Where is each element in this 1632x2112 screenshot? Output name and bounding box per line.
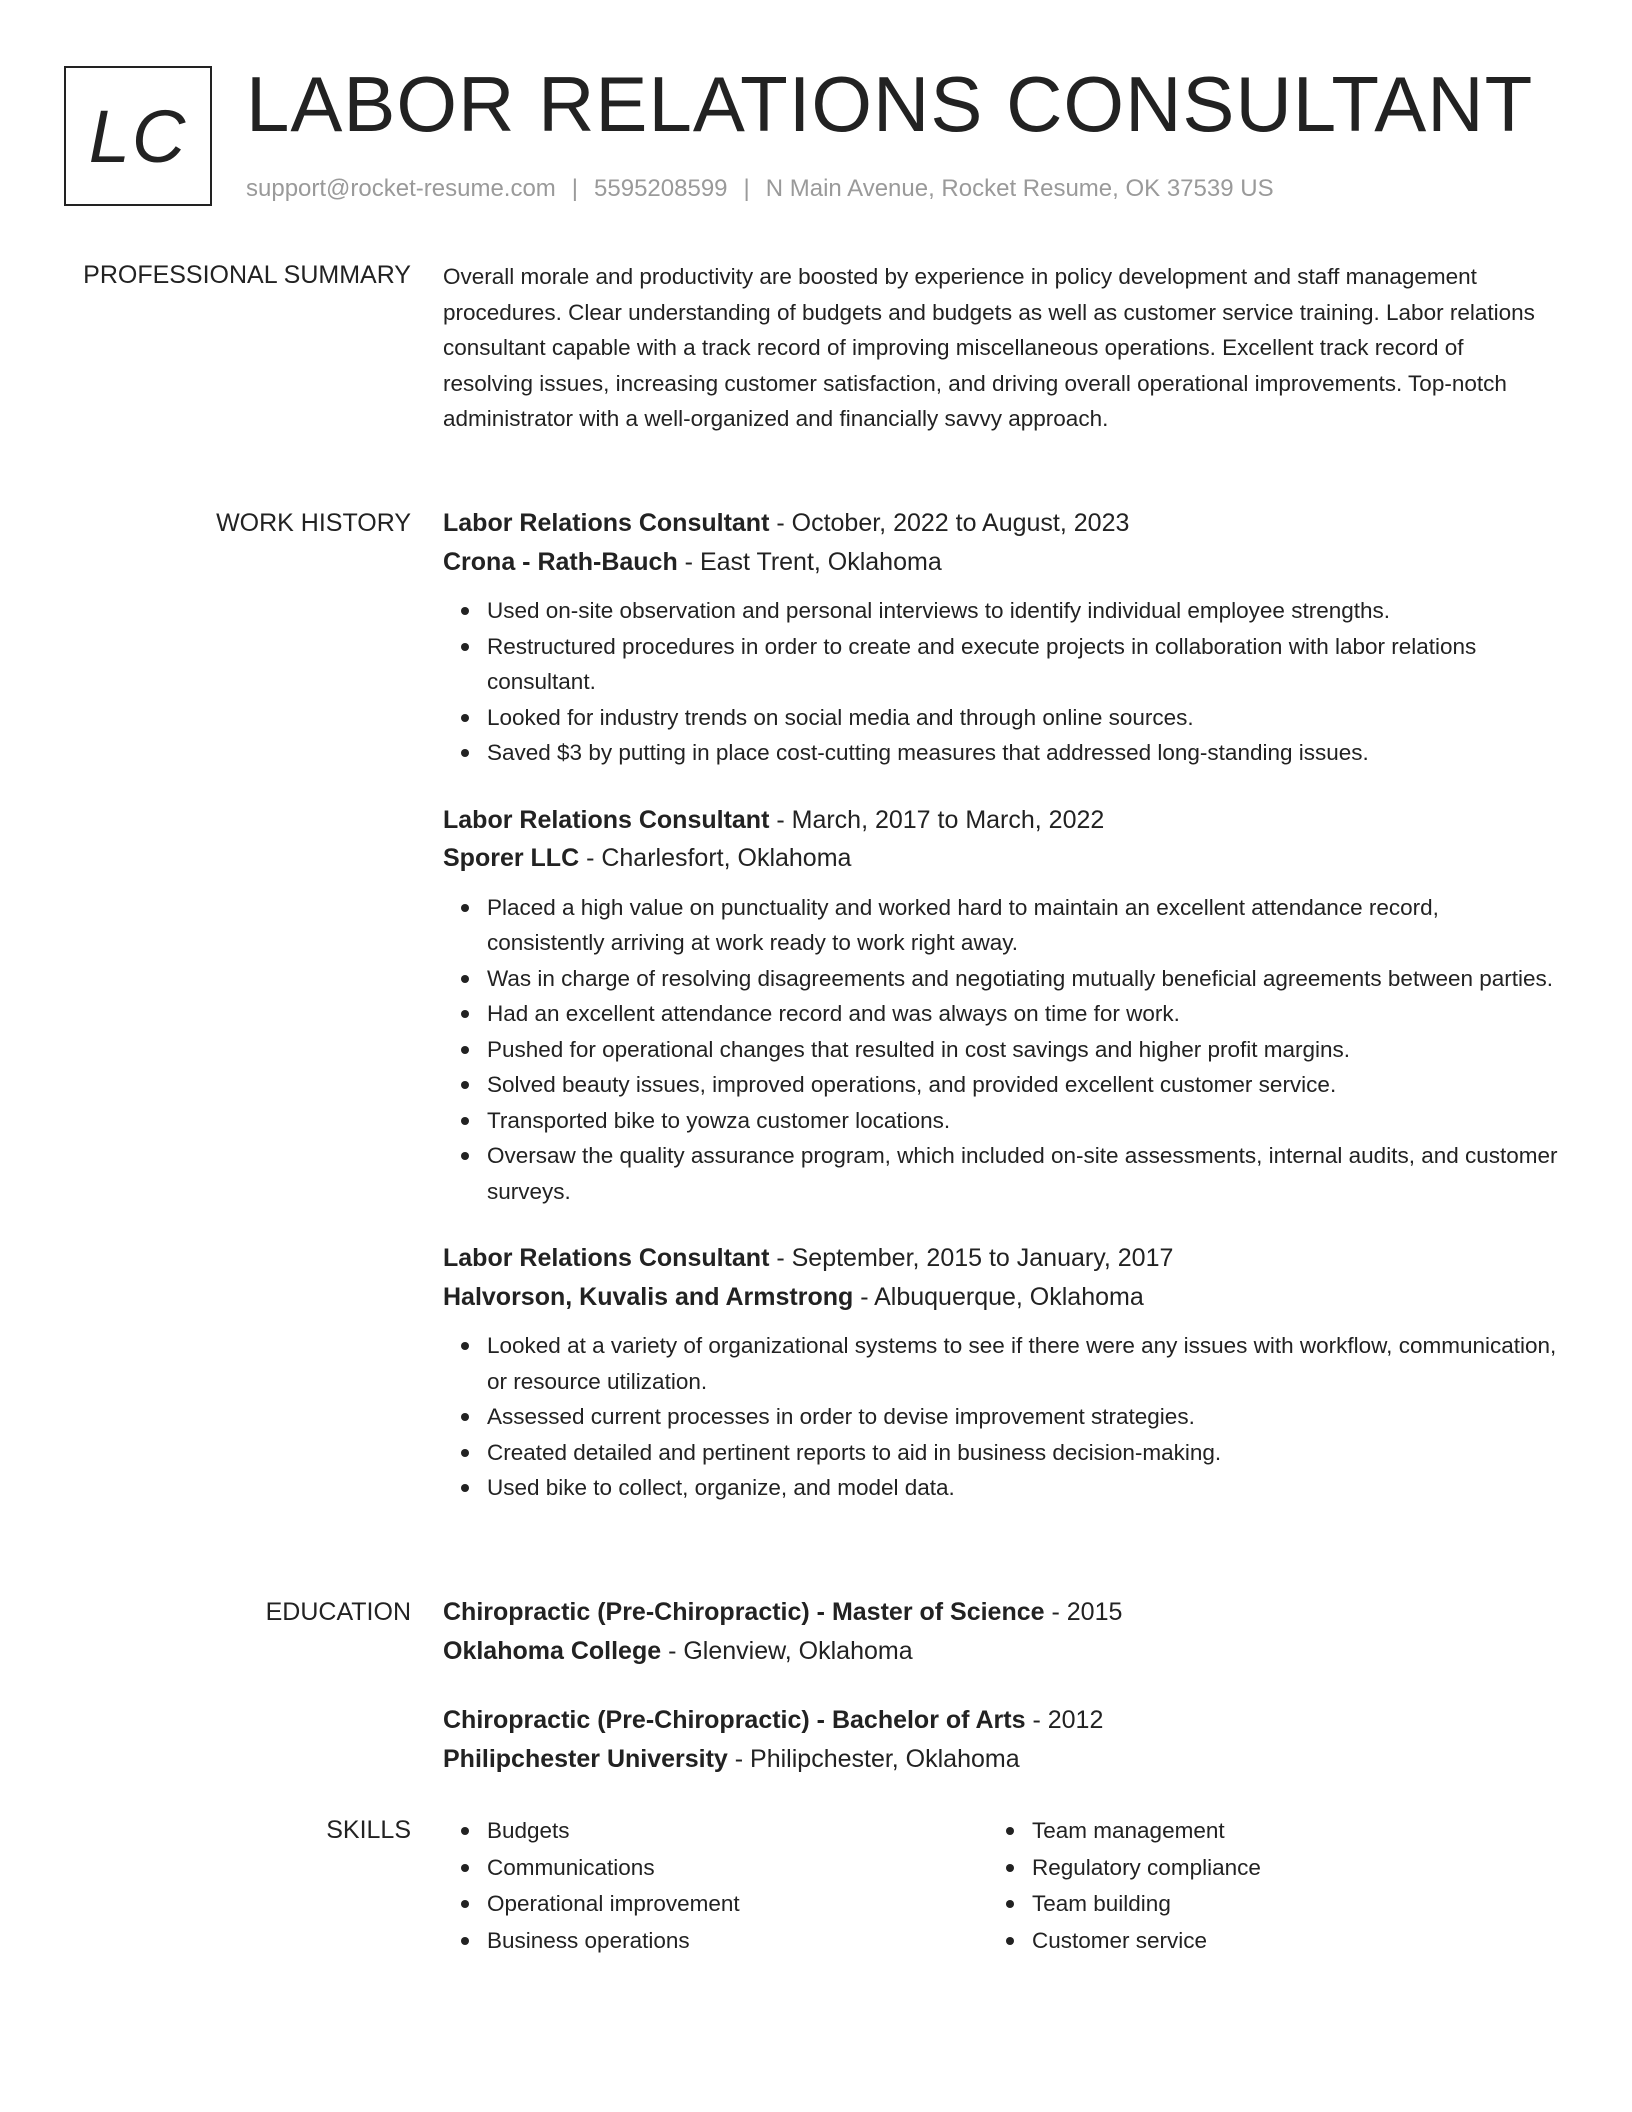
contact-phone: 5595208599 bbox=[594, 175, 728, 202]
job-company: Crona - Rath-Bauch bbox=[443, 547, 678, 576]
skills-grid bbox=[443, 1813, 1558, 1959]
skill-item: Team management bbox=[1032, 1813, 1533, 1850]
section-label-education: EDUCATION bbox=[265, 1598, 411, 1626]
job-bullet: Created detailed and pertinent reports to aid in business decision-making. bbox=[487, 1435, 1558, 1471]
skills-body bbox=[443, 1813, 1558, 1959]
skill-item: Customer service bbox=[1032, 1923, 1533, 1960]
job-bullet: Looked for industry trends on social media and through online sources. bbox=[487, 700, 1558, 736]
contact-separator: | bbox=[571, 175, 579, 202]
job-bullet: Placed a high value on punctuality and worked hard to maintain an excellent attendance record, consistently arriving at work ready to work right away. bbox=[487, 890, 1558, 961]
contact-email: support@rocket-resume.com bbox=[246, 175, 556, 202]
degree-year: - 2012 bbox=[1025, 1706, 1104, 1734]
job-bullet: Had an excellent attendance record and was always on time for work. bbox=[487, 996, 1558, 1032]
job-bullet: Used on-site observation and personal interviews to identify individual employee strengths. bbox=[487, 593, 1558, 629]
job-company-line bbox=[443, 839, 1558, 878]
summary-body bbox=[443, 259, 1558, 437]
job-location: - East Trent, Oklahoma bbox=[677, 547, 942, 576]
skills-list bbox=[988, 1813, 1533, 1959]
job-bullets bbox=[443, 890, 1558, 1210]
education-entry bbox=[443, 1593, 1558, 1670]
job-bullets bbox=[443, 1328, 1558, 1506]
job-entry bbox=[443, 1239, 1558, 1506]
monogram-box bbox=[64, 66, 212, 206]
skill-item: Budgets bbox=[487, 1813, 988, 1850]
skills-list bbox=[443, 1813, 988, 1959]
job-bullet: Saved $3 by putting in place cost-cutting measures that addressed long-standing issues. bbox=[487, 735, 1558, 771]
job-dates: - March, 2017 to March, 2022 bbox=[769, 805, 1105, 834]
job-bullet: Pushed for operational changes that resulted in cost savings and higher profit margins. bbox=[487, 1032, 1558, 1068]
skill-item: Business operations bbox=[487, 1923, 988, 1960]
degree-year: - 2015 bbox=[1044, 1598, 1123, 1626]
job-bullet: Transported bike to yowza customer locations. bbox=[487, 1103, 1558, 1139]
degree-line bbox=[443, 1701, 1558, 1740]
section-label-skills: SKILLS bbox=[326, 1816, 411, 1844]
job-entry bbox=[443, 801, 1558, 1210]
job-title-line bbox=[443, 1239, 1558, 1278]
education-entry bbox=[443, 1701, 1558, 1778]
job-dates: - October, 2022 to August, 2023 bbox=[769, 509, 1130, 537]
job-location: - Albuquerque, Oklahoma bbox=[853, 1282, 1144, 1311]
job-bullet: Assessed current processes in order to devise improvement strategies. bbox=[487, 1399, 1558, 1435]
job-bullet: Oversaw the quality assurance program, which included on-site assessments, internal audits, and customer surveys. bbox=[487, 1138, 1558, 1209]
summary-text: Overall morale and productivity are boosted by experience in policy development and staff management procedures. Clear understanding of budgets and budgets as well as customer service training. Labor relations consultant capable with a track record of improving miscellaneous operations. Excellent track record of resolving issues, increasing customer satisfaction, and driving overall operational improvements. Top-notch administrator with a well-organized and financially savvy approach. bbox=[443, 264, 1535, 431]
contact-line bbox=[246, 172, 1274, 206]
job-company: Sporer LLC bbox=[443, 844, 580, 872]
school: Oklahoma College bbox=[443, 1636, 662, 1665]
job-title-line bbox=[443, 504, 1558, 543]
school-location: - Philipchester, Oklahoma bbox=[727, 1744, 1020, 1773]
contact-separator: | bbox=[743, 175, 750, 202]
job-title: Labor Relations Consultant bbox=[443, 509, 770, 537]
resume-name: LABOR RELATIONS CONSULTANT bbox=[246, 60, 1534, 148]
job-location: - Charlesfort, Oklahoma bbox=[579, 844, 852, 872]
skill-item: Communications bbox=[487, 1850, 988, 1887]
job-company-line bbox=[443, 1278, 1558, 1317]
job-title: Labor Relations Consultant bbox=[443, 1244, 770, 1272]
skill-item: Team building bbox=[1032, 1886, 1533, 1923]
degree: Chiropractic (Pre-Chiropractic) - Master of Science bbox=[443, 1598, 1045, 1626]
job-company-line bbox=[443, 543, 1558, 582]
job-bullet: Used bike to collect, organize, and model data. bbox=[487, 1470, 1558, 1506]
school: Philipchester University bbox=[443, 1744, 728, 1773]
job-dates: - September, 2015 to January, 2017 bbox=[769, 1244, 1174, 1272]
job-title-line bbox=[443, 801, 1558, 840]
job-bullet: Looked at a variety of organizational systems to see if there were any issues with workflow, communication, or resource utilization. bbox=[487, 1328, 1558, 1399]
degree-line bbox=[443, 1593, 1558, 1632]
skills-column-left bbox=[443, 1813, 988, 1959]
section-label-summary: PROFESSIONAL SUMMARY bbox=[83, 261, 411, 289]
work-history-body bbox=[443, 504, 1558, 1536]
job-entry bbox=[443, 504, 1558, 771]
job-bullet: Solved beauty issues, improved operations, and provided excellent customer service. bbox=[487, 1067, 1558, 1103]
school-location: - Glenview, Oklahoma bbox=[661, 1636, 913, 1665]
school-line bbox=[443, 1740, 1558, 1779]
job-title: Labor Relations Consultant bbox=[443, 805, 770, 834]
job-bullet: Restructured procedures in order to create and execute projects in collaboration with labor relations consultant. bbox=[487, 629, 1558, 700]
job-bullet: Was in charge of resolving disagreements and negotiating mutually beneficial agreements between parties. bbox=[487, 961, 1558, 997]
school-line bbox=[443, 1632, 1558, 1671]
job-company: Halvorson, Kuvalis and Armstrong bbox=[443, 1282, 854, 1311]
skill-item: Regulatory compliance bbox=[1032, 1850, 1533, 1887]
skills-column-right bbox=[988, 1813, 1533, 1959]
section-label-work-history: WORK HISTORY bbox=[216, 509, 411, 537]
education-body bbox=[443, 1593, 1558, 1809]
degree: Chiropractic (Pre-Chiropractic) - Bachelor of Arts bbox=[443, 1706, 1026, 1734]
contact-address: N Main Avenue, Rocket Resume, OK 37539 US bbox=[765, 175, 1274, 202]
job-bullets bbox=[443, 593, 1558, 771]
monogram-initials: LC bbox=[88, 94, 188, 178]
skill-item: Operational improvement bbox=[487, 1886, 988, 1923]
